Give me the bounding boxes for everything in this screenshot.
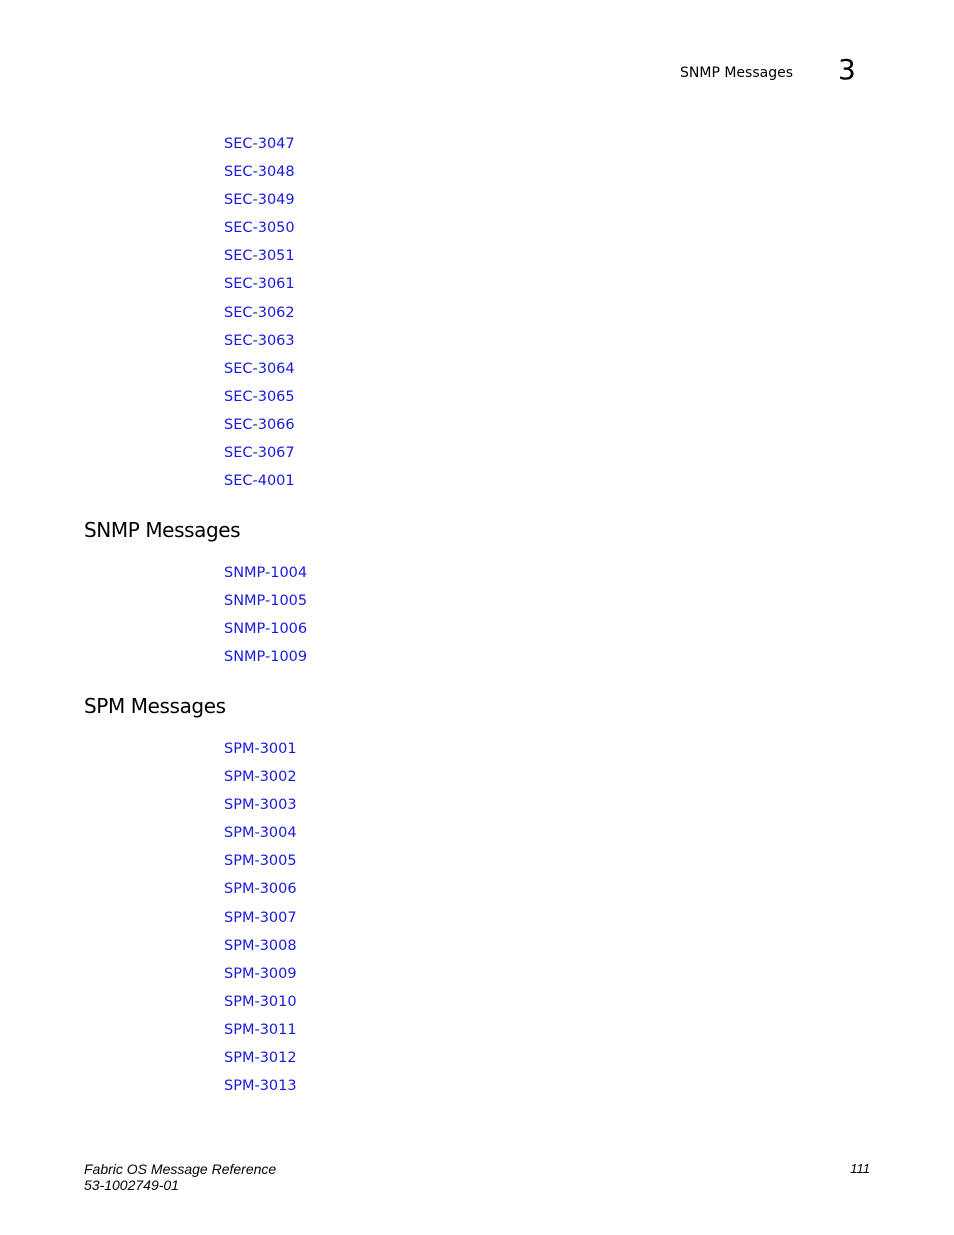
list-item [224, 852, 297, 880]
list-item [224, 880, 297, 908]
footer-doc-number: 53-1002749-01 [84, 1177, 179, 1193]
list-item [224, 965, 297, 993]
list-item [224, 1021, 297, 1049]
list-item [224, 444, 295, 472]
snmp-message-list [224, 564, 307, 676]
message-link[interactable]: SEC-3048 [224, 164, 295, 181]
list-item [224, 275, 295, 303]
footer-doc-title: Fabric OS Message Reference [84, 1161, 277, 1177]
spm-message-list [224, 740, 297, 1105]
message-link[interactable]: SPM-3013 [224, 1078, 297, 1095]
message-link[interactable]: SPM-3002 [224, 769, 297, 786]
list-item [224, 163, 295, 191]
message-link[interactable]: SNMP-1009 [224, 649, 308, 666]
list-item [224, 564, 307, 592]
message-link[interactable]: SEC-3061 [224, 276, 295, 293]
list-item [224, 768, 297, 796]
list-item [224, 360, 295, 388]
message-link[interactable]: SPM-3004 [224, 825, 297, 842]
message-link[interactable]: SNMP-1004 [224, 565, 308, 581]
message-link[interactable]: SEC-4001 [224, 473, 295, 490]
list-item [224, 824, 297, 852]
list-item [224, 135, 295, 163]
message-link[interactable]: SNMP-1006 [224, 621, 308, 638]
message-link[interactable]: SPM-3001 [224, 741, 297, 757]
message-link[interactable]: SEC-3067 [224, 445, 295, 462]
message-link[interactable]: SEC-3047 [224, 136, 295, 152]
footer-page-number: 111 [850, 1161, 870, 1176]
list-item [224, 592, 307, 620]
message-link[interactable]: SNMP-1005 [224, 593, 308, 610]
message-link[interactable]: SPM-3007 [224, 909, 297, 926]
message-link[interactable]: SPM-3010 [224, 993, 297, 1010]
message-link[interactable]: SEC-3065 [224, 388, 295, 405]
list-item [224, 909, 297, 937]
message-link[interactable]: SPM-3011 [224, 1021, 297, 1038]
list-item [224, 472, 295, 500]
list-item [224, 937, 297, 965]
list-item [224, 219, 295, 247]
list-item [224, 993, 297, 1021]
list-item [224, 1077, 297, 1105]
list-item [224, 620, 307, 648]
message-link[interactable]: SEC-3049 [224, 192, 295, 209]
sec-message-list [224, 135, 295, 500]
chapter-number: 3 [838, 53, 856, 86]
message-link[interactable]: SPM-3009 [224, 965, 297, 982]
message-link[interactable]: SEC-3064 [224, 360, 295, 377]
message-link[interactable]: SPM-3008 [224, 937, 297, 954]
spm-section-heading: SPM Messages [84, 694, 226, 718]
list-item [224, 796, 297, 824]
message-link[interactable]: SPM-3012 [224, 1050, 297, 1067]
message-link[interactable]: SPM-3006 [224, 881, 297, 898]
list-item [224, 388, 295, 416]
message-link[interactable]: SEC-3063 [224, 332, 295, 349]
message-link[interactable]: SEC-3050 [224, 220, 295, 237]
message-link[interactable]: SEC-3062 [224, 304, 295, 321]
message-link[interactable]: SEC-3066 [224, 416, 295, 433]
list-item [224, 332, 295, 360]
list-item [224, 304, 295, 332]
list-item [224, 191, 295, 219]
message-link[interactable]: SPM-3003 [224, 797, 297, 814]
snmp-section-heading: SNMP Messages [84, 518, 241, 542]
list-item [224, 247, 295, 275]
list-item [224, 648, 307, 676]
message-link[interactable]: SEC-3051 [224, 248, 295, 265]
list-item [224, 416, 295, 444]
list-item [224, 740, 297, 768]
message-link[interactable]: SPM-3005 [224, 853, 297, 870]
list-item [224, 1049, 297, 1077]
running-header-title: SNMP Messages [680, 65, 793, 81]
